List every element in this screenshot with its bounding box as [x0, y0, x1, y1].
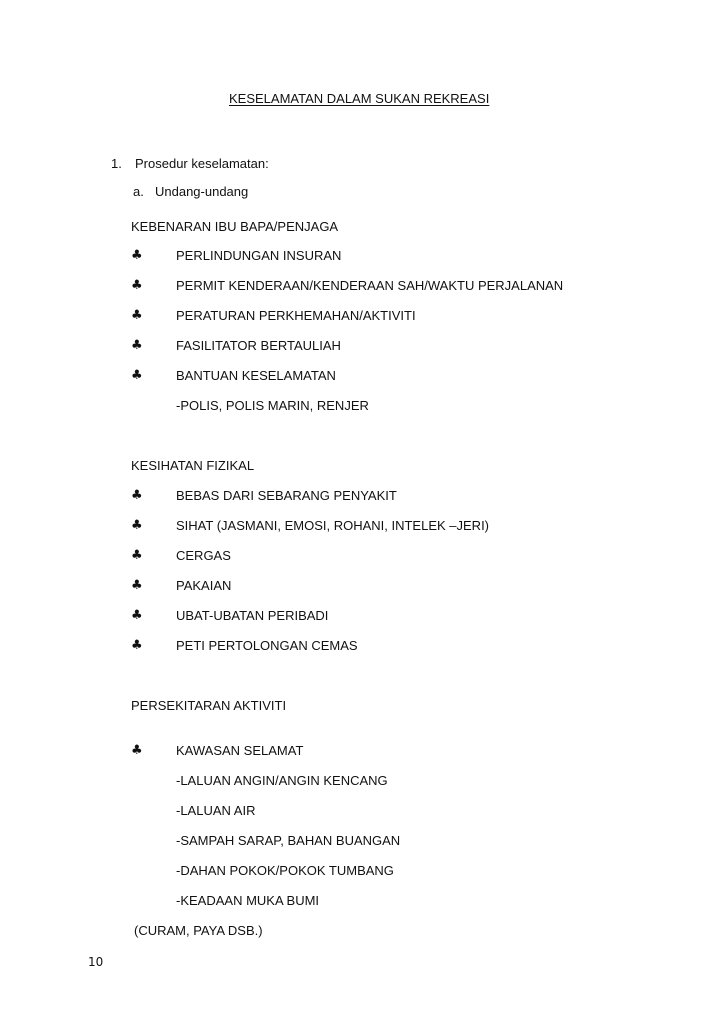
- list-item-1-text: Prosedur keselamatan:: [135, 156, 269, 171]
- sub-marker-a: a.: [133, 184, 144, 199]
- list-item: PETI PERTOLONGAN CEMAS: [176, 638, 358, 653]
- club-bullet-icon: ♣: [131, 278, 143, 293]
- section-heading-kesihatan: KESIHATAN FIZIKAL: [131, 458, 255, 473]
- club-bullet-icon: ♣: [131, 548, 143, 563]
- list-sub-item: -KEADAAN MUKA BUMI: [176, 893, 320, 908]
- club-bullet-icon: ♣: [131, 638, 143, 653]
- club-bullet-icon: ♣: [131, 308, 143, 323]
- club-bullet-icon: ♣: [131, 608, 143, 623]
- list-item: PAKAIAN: [176, 578, 232, 593]
- club-bullet-icon: ♣: [131, 578, 143, 593]
- club-bullet-icon: ♣: [131, 743, 143, 758]
- club-bullet-icon: ♣: [131, 248, 143, 263]
- club-bullet-icon: ♣: [131, 368, 143, 383]
- list-item: BEBAS DARI SEBARANG PENYAKIT: [176, 488, 397, 503]
- list-item: SIHAT (JASMANI, EMOSI, ROHANI, INTELEK –JERI): [176, 518, 490, 533]
- list-item: PERLINDUNGAN INSURAN: [176, 248, 342, 263]
- list-sub-item: -LALUAN AIR: [176, 803, 256, 818]
- club-bullet-icon: ♣: [131, 518, 143, 533]
- list-item: PERATURAN PERKHEMAHAN/AKTIVITI: [176, 308, 416, 323]
- section-heading-persekitaran: PERSEKITARAN AKTIVITI: [131, 698, 287, 713]
- list-item: KAWASAN SELAMAT: [176, 743, 304, 758]
- list-item: PERMIT KENDERAAN/KENDERAAN SAH/WAKTU PERJALANAN: [176, 278, 564, 293]
- page-number: 10: [88, 955, 104, 969]
- section-heading-kebenaran: KEBENARAN IBU BAPA/PENJAGA: [131, 219, 339, 234]
- list-sub-item: -SAMPAH SARAP, BAHAN BUANGAN: [176, 833, 401, 848]
- list-item: FASILITATOR BERTAULIAH: [176, 338, 341, 353]
- list-item: CERGAS: [176, 548, 231, 563]
- list-sub-item: -DAHAN POKOK/POKOK TUMBANG: [176, 863, 394, 878]
- closing-note: (CURAM, PAYA DSB.): [134, 923, 263, 938]
- club-bullet-icon: ♣: [131, 338, 143, 353]
- list-item: BANTUAN KESELAMATAN: [176, 368, 336, 383]
- club-bullet-icon: ♣: [131, 488, 143, 503]
- list-marker-1: 1.: [111, 156, 122, 171]
- page-title: KESELAMATAN DALAM SUKAN REKREASI: [229, 91, 490, 106]
- list-item: UBAT-UBATAN PERIBADI: [176, 608, 329, 623]
- list-sub-item: -LALUAN ANGIN/ANGIN KENCANG: [176, 773, 388, 788]
- list-item-note: -POLIS, POLIS MARIN, RENJER: [176, 398, 369, 413]
- sub-item-a-text: Undang-undang: [155, 184, 249, 199]
